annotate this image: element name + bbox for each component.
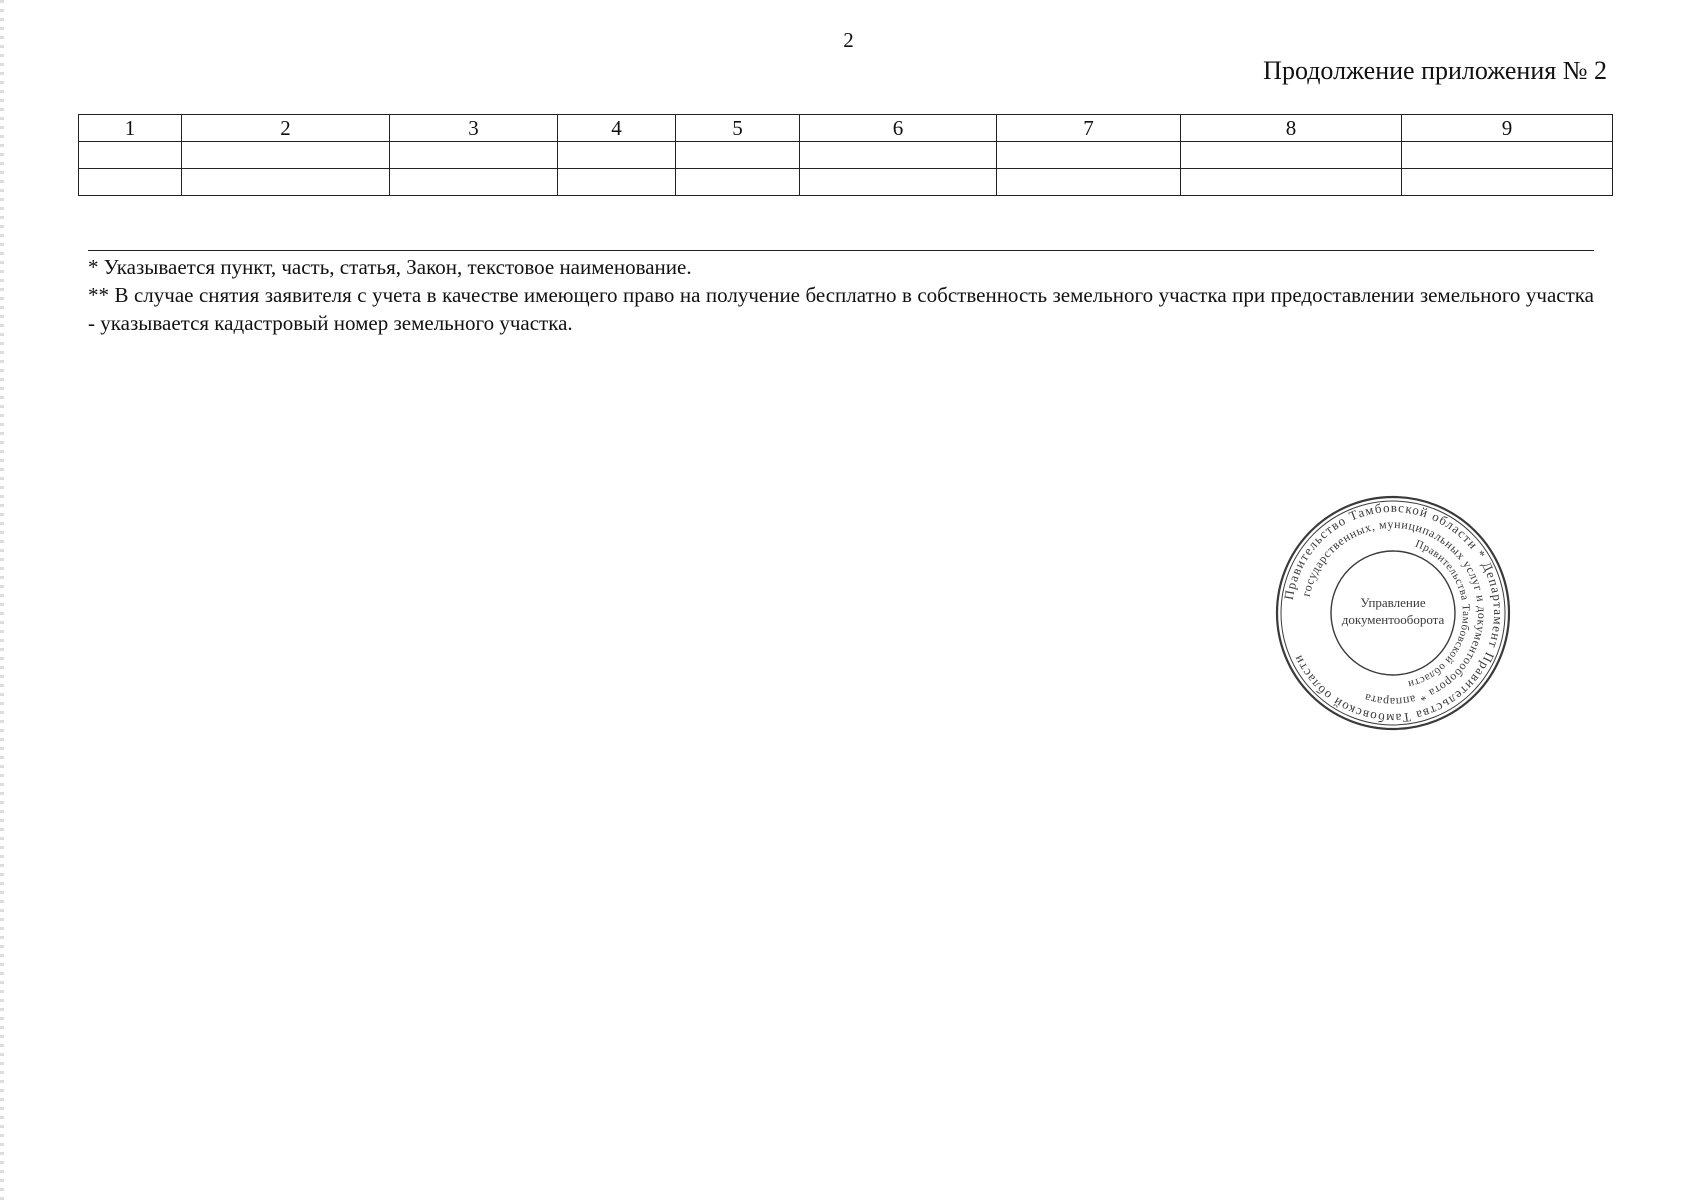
footnote-1: * Указывается пункт, часть, статья, Закон, текстовое наименование.	[88, 255, 692, 279]
table-cell	[390, 169, 558, 196]
table-cell	[800, 169, 997, 196]
table-cell	[800, 142, 997, 169]
table-cell	[1402, 169, 1613, 196]
column-number: 7	[997, 115, 1181, 142]
stamp-center-line-1: Управление	[1360, 595, 1426, 610]
appendix-title: Продолжение приложения № 2	[1263, 56, 1607, 85]
official-stamp	[1273, 493, 1513, 733]
table-cell	[997, 142, 1181, 169]
column-number: 3	[390, 115, 558, 142]
table-header-row	[79, 115, 1613, 142]
stamp-outer-text: Правительство Тамбовской области * Департамент Правительства Тамбовской области	[1280, 499, 1507, 727]
column-number: 5	[676, 115, 800, 142]
table-cell	[676, 142, 800, 169]
table-cell	[79, 169, 182, 196]
column-number: 4	[558, 115, 676, 142]
stamp-middle-text: государственных, муниципальных услуг и документооборота * аппарата	[1298, 516, 1490, 710]
column-number: 1	[79, 115, 182, 142]
table-cell	[676, 169, 800, 196]
stamp-center-line-2: документооборота	[1341, 612, 1445, 627]
table-row	[79, 169, 1613, 196]
table-cell	[1181, 169, 1402, 196]
table-cell	[1181, 142, 1402, 169]
table-cell	[182, 142, 390, 169]
table-cell	[1402, 142, 1613, 169]
table-cell	[182, 169, 390, 196]
page-number: 2	[843, 28, 854, 52]
stamp-inner-text: Правительства Тамбовской области	[1406, 537, 1473, 691]
footnote-2: ** В случае снятия заявителя с учета в качестве имеющего право на получение бесплатно в собственность земельного участка при предоставлении земельного участка - указывается кадастровый номер земельного участка.	[88, 283, 1594, 335]
scan-edge-artifact	[0, 0, 4, 1200]
footnotes	[88, 253, 1594, 337]
data-table	[78, 114, 1613, 196]
column-number: 9	[1402, 115, 1613, 142]
table-row	[79, 142, 1613, 169]
table-cell	[79, 142, 182, 169]
column-number: 2	[182, 115, 390, 142]
table-cell	[558, 142, 676, 169]
column-number: 8	[1181, 115, 1402, 142]
table-cell	[390, 142, 558, 169]
footnote-separator	[88, 250, 1594, 251]
table-cell	[997, 169, 1181, 196]
table-cell	[558, 169, 676, 196]
column-number: 6	[800, 115, 997, 142]
